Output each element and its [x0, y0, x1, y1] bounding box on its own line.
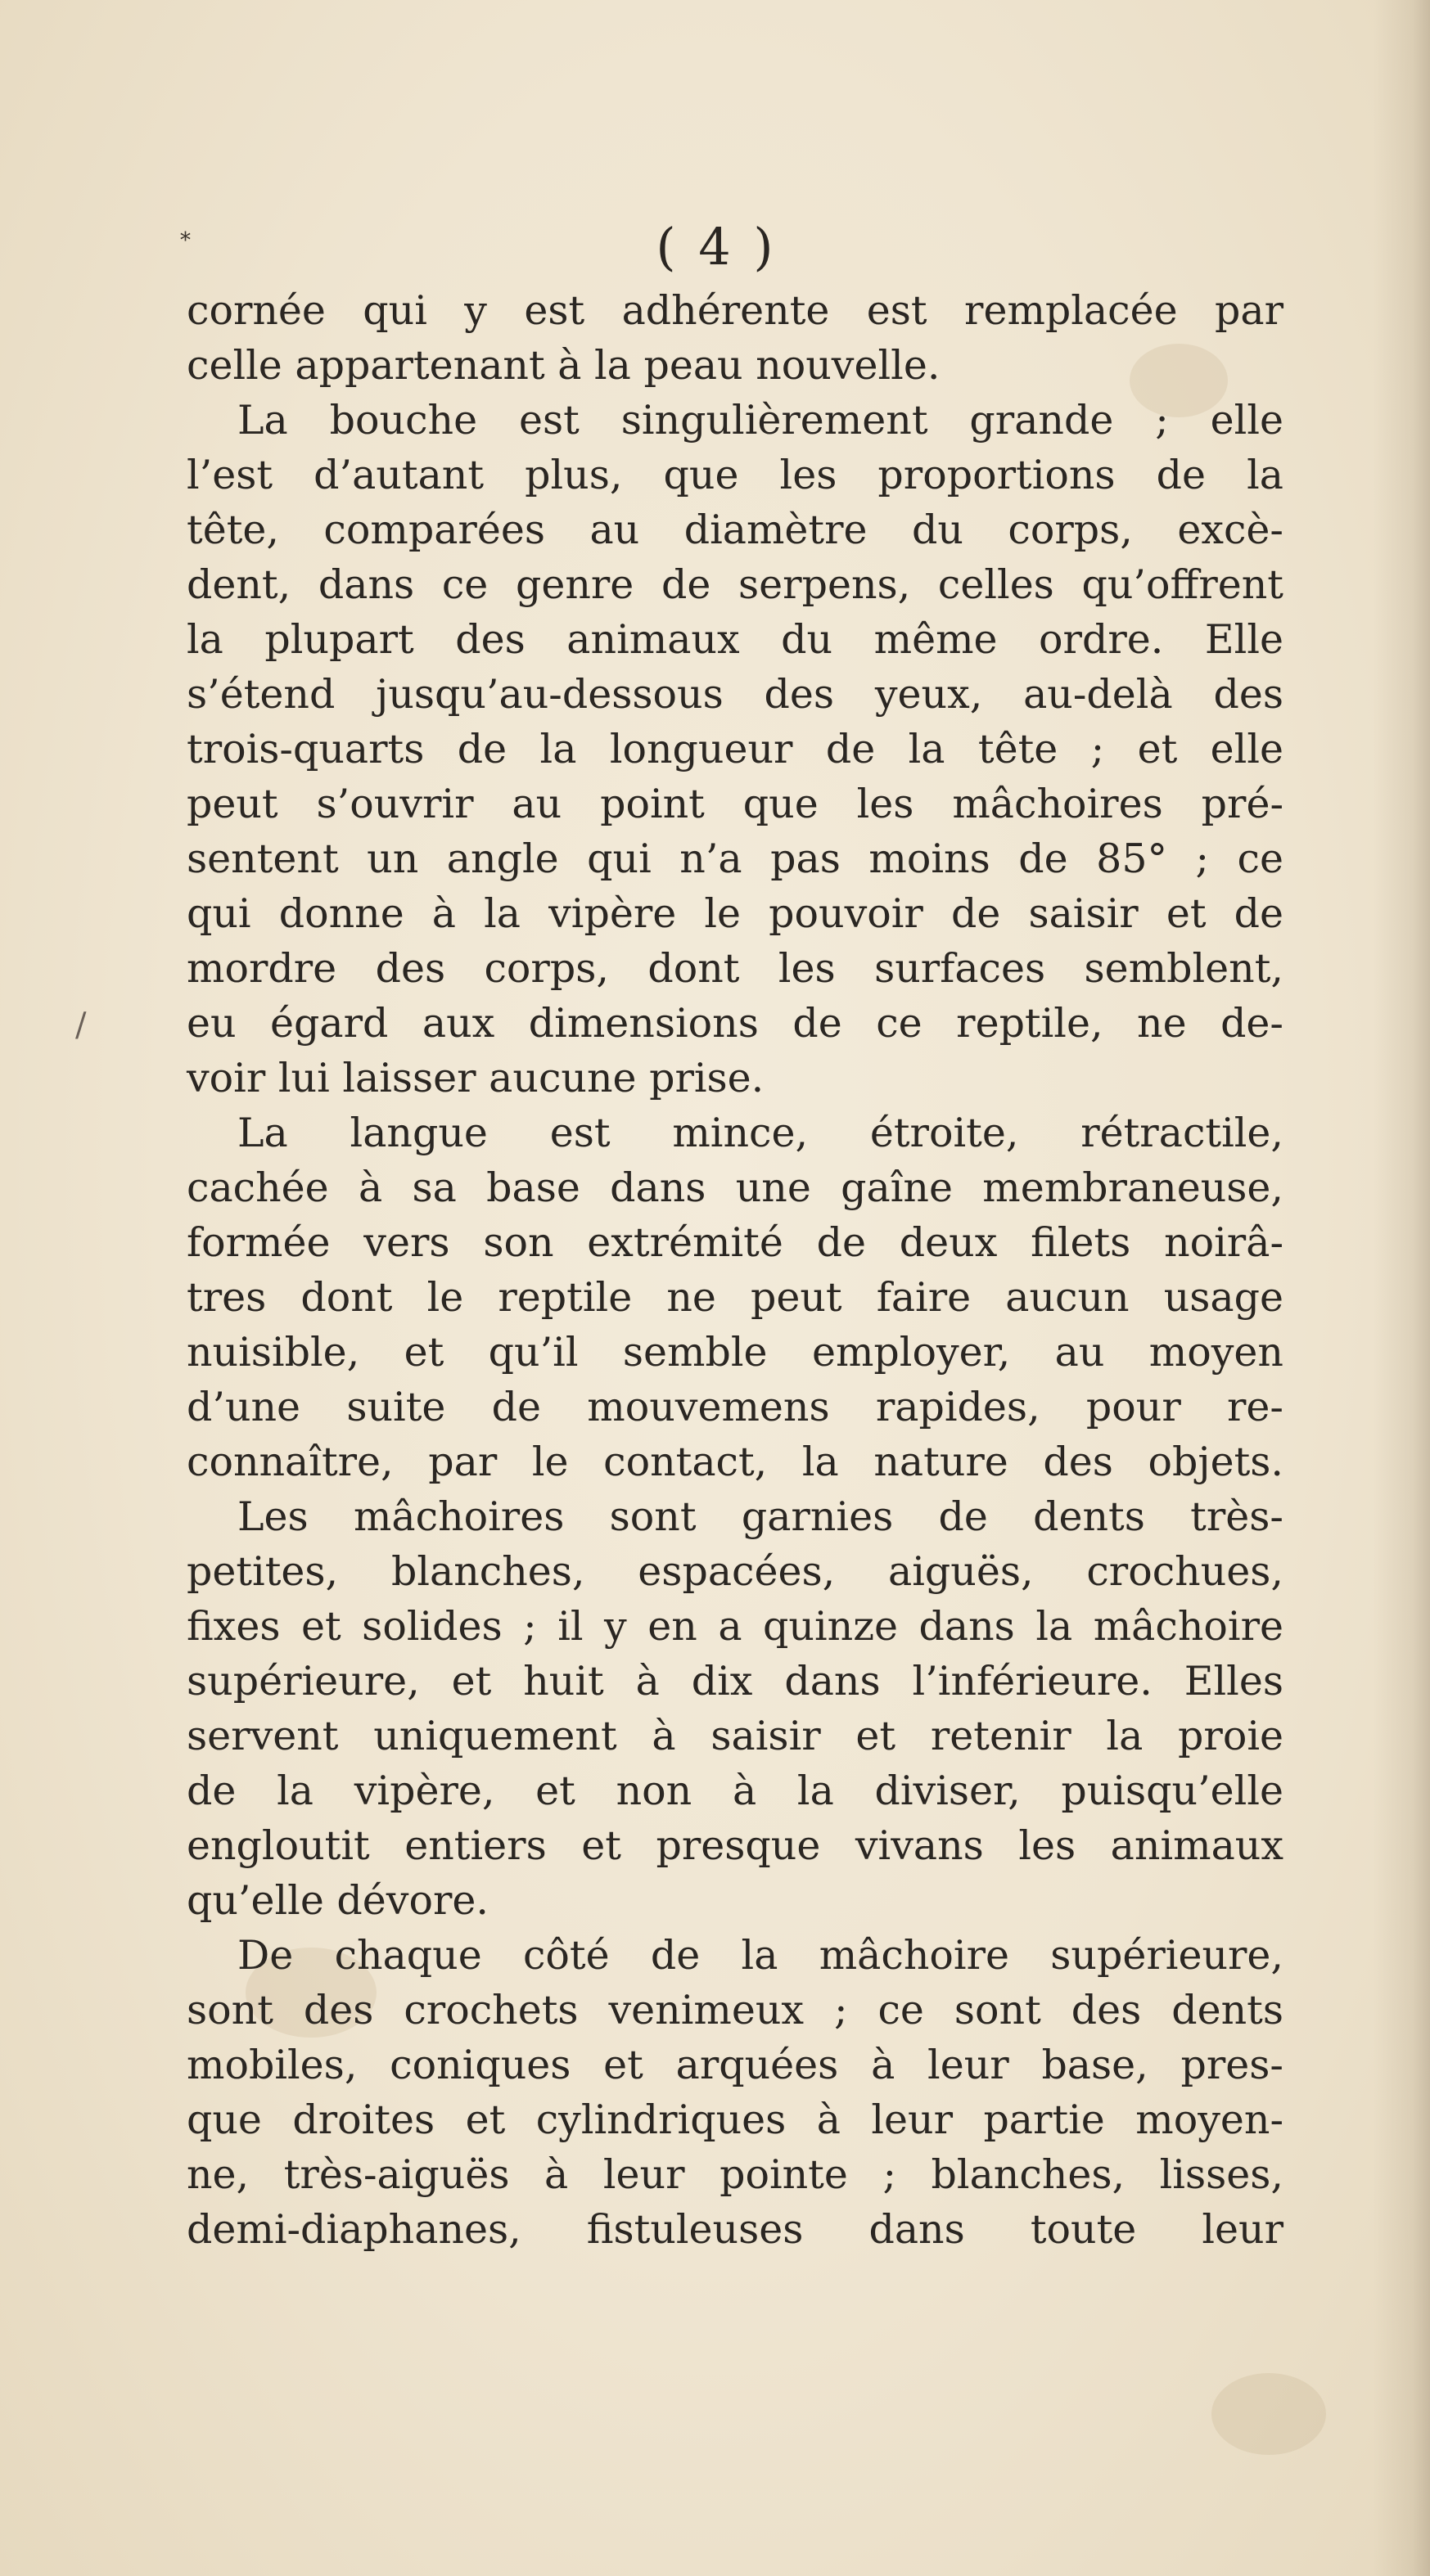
text-line: trois-quarts de la longueur de la tête ; et elle: [187, 726, 1283, 772]
text-line: peut s’ouvrir au point que les mâchoires pré-: [187, 781, 1283, 827]
text-line: cornée qui y est adhérente est remplacée par: [187, 287, 1283, 334]
text-line: ne, très-aiguës à leur pointe ; blanches, lisses,: [187, 2151, 1283, 2198]
text-line: qui donne à la vipère le pouvoir de saisir et de: [187, 890, 1283, 937]
paragraph-start-line: La bouche est singulièrement grande ; elle: [237, 397, 1283, 444]
text-line: s’étend jusqu’au-dessous des yeux, au-delà des: [187, 671, 1283, 718]
paragraph-start-line: La langue est mince, étroite, rétractile,: [237, 1110, 1283, 1156]
text-line: qu’elle dévore.: [187, 1877, 489, 1924]
text-line: dent, dans ce genre de serpens, celles qu’offrent: [187, 561, 1283, 608]
text-line: nuisible, et qu’il semble employer, au moyen: [187, 1329, 1283, 1376]
text-line: celle appartenant à la peau nouvelle.: [187, 342, 941, 389]
paragraph-start-line: Les mâchoires sont garnies de dents très-: [237, 1493, 1283, 1540]
paragraph-start-line: De chaque côté de la mâchoire supérieure,: [237, 1932, 1283, 1979]
text-line: connaître, par le contact, la nature des objets.: [187, 1439, 1283, 1485]
text-line: d’une suite de mouvemens rapides, pour re-: [187, 1384, 1283, 1430]
gutter-shadow: [1373, 0, 1430, 2576]
text-line: eu égard aux dimensions de ce reptile, ne de-: [187, 1000, 1283, 1047]
paper-stain: [1211, 2373, 1326, 2455]
text-line: fixes et solides ; il y en a quinze dans la mâchoire: [187, 1603, 1283, 1650]
page-header: [0, 214, 1430, 280]
text-line: sont des crochets venimeux ; ce sont des dents: [187, 1987, 1283, 2033]
text-line: petites, blanches, espacées, aiguës, crochues,: [187, 1548, 1283, 1595]
text-line: mordre des corps, dont les surfaces semblent,: [187, 945, 1283, 992]
text-line: sentent un angle qui n’a pas moins de 85° ; ce: [187, 835, 1283, 882]
text-line: tête, comparées au diamètre du corps, excè-: [187, 507, 1283, 553]
text-line: mobiles, coniques et arquées à leur base, pres-: [187, 2042, 1283, 2088]
page-number: ( 4 ): [656, 217, 777, 277]
text-line: que droites et cylindriques à leur partie moyen-: [187, 2096, 1283, 2143]
text-line: la plupart des animaux du même ordre. Elle: [187, 616, 1283, 663]
text-line: de la vipère, et non à la diviser, puisqu’elle: [187, 1768, 1283, 1814]
text-line: voir lui laisser aucune prise.: [187, 1055, 765, 1101]
text-line: servent uniquement à saisir et retenir la proie: [187, 1713, 1283, 1759]
text-line: engloutit entiers et presque vivans les animaux: [187, 1822, 1283, 1869]
margin-pencil-mark: /: [75, 1007, 87, 1044]
text-line: demi-diaphanes, fistuleuses dans toute leur: [187, 2206, 1283, 2253]
signature-mark: *: [180, 228, 191, 253]
text-line: tres dont le reptile ne peut faire aucun usage: [187, 1274, 1283, 1321]
text-line: cachée à sa base dans une gaîne membraneuse,: [187, 1164, 1283, 1211]
text-line: formée vers son extrémité de deux filets noirâ-: [187, 1219, 1283, 1266]
text-line: supérieure, et huit à dix dans l’inférieure. Elles: [187, 1658, 1283, 1705]
body-text: [187, 283, 1283, 2257]
text-line: l’est d’autant plus, que les proportions de la: [187, 452, 1283, 498]
